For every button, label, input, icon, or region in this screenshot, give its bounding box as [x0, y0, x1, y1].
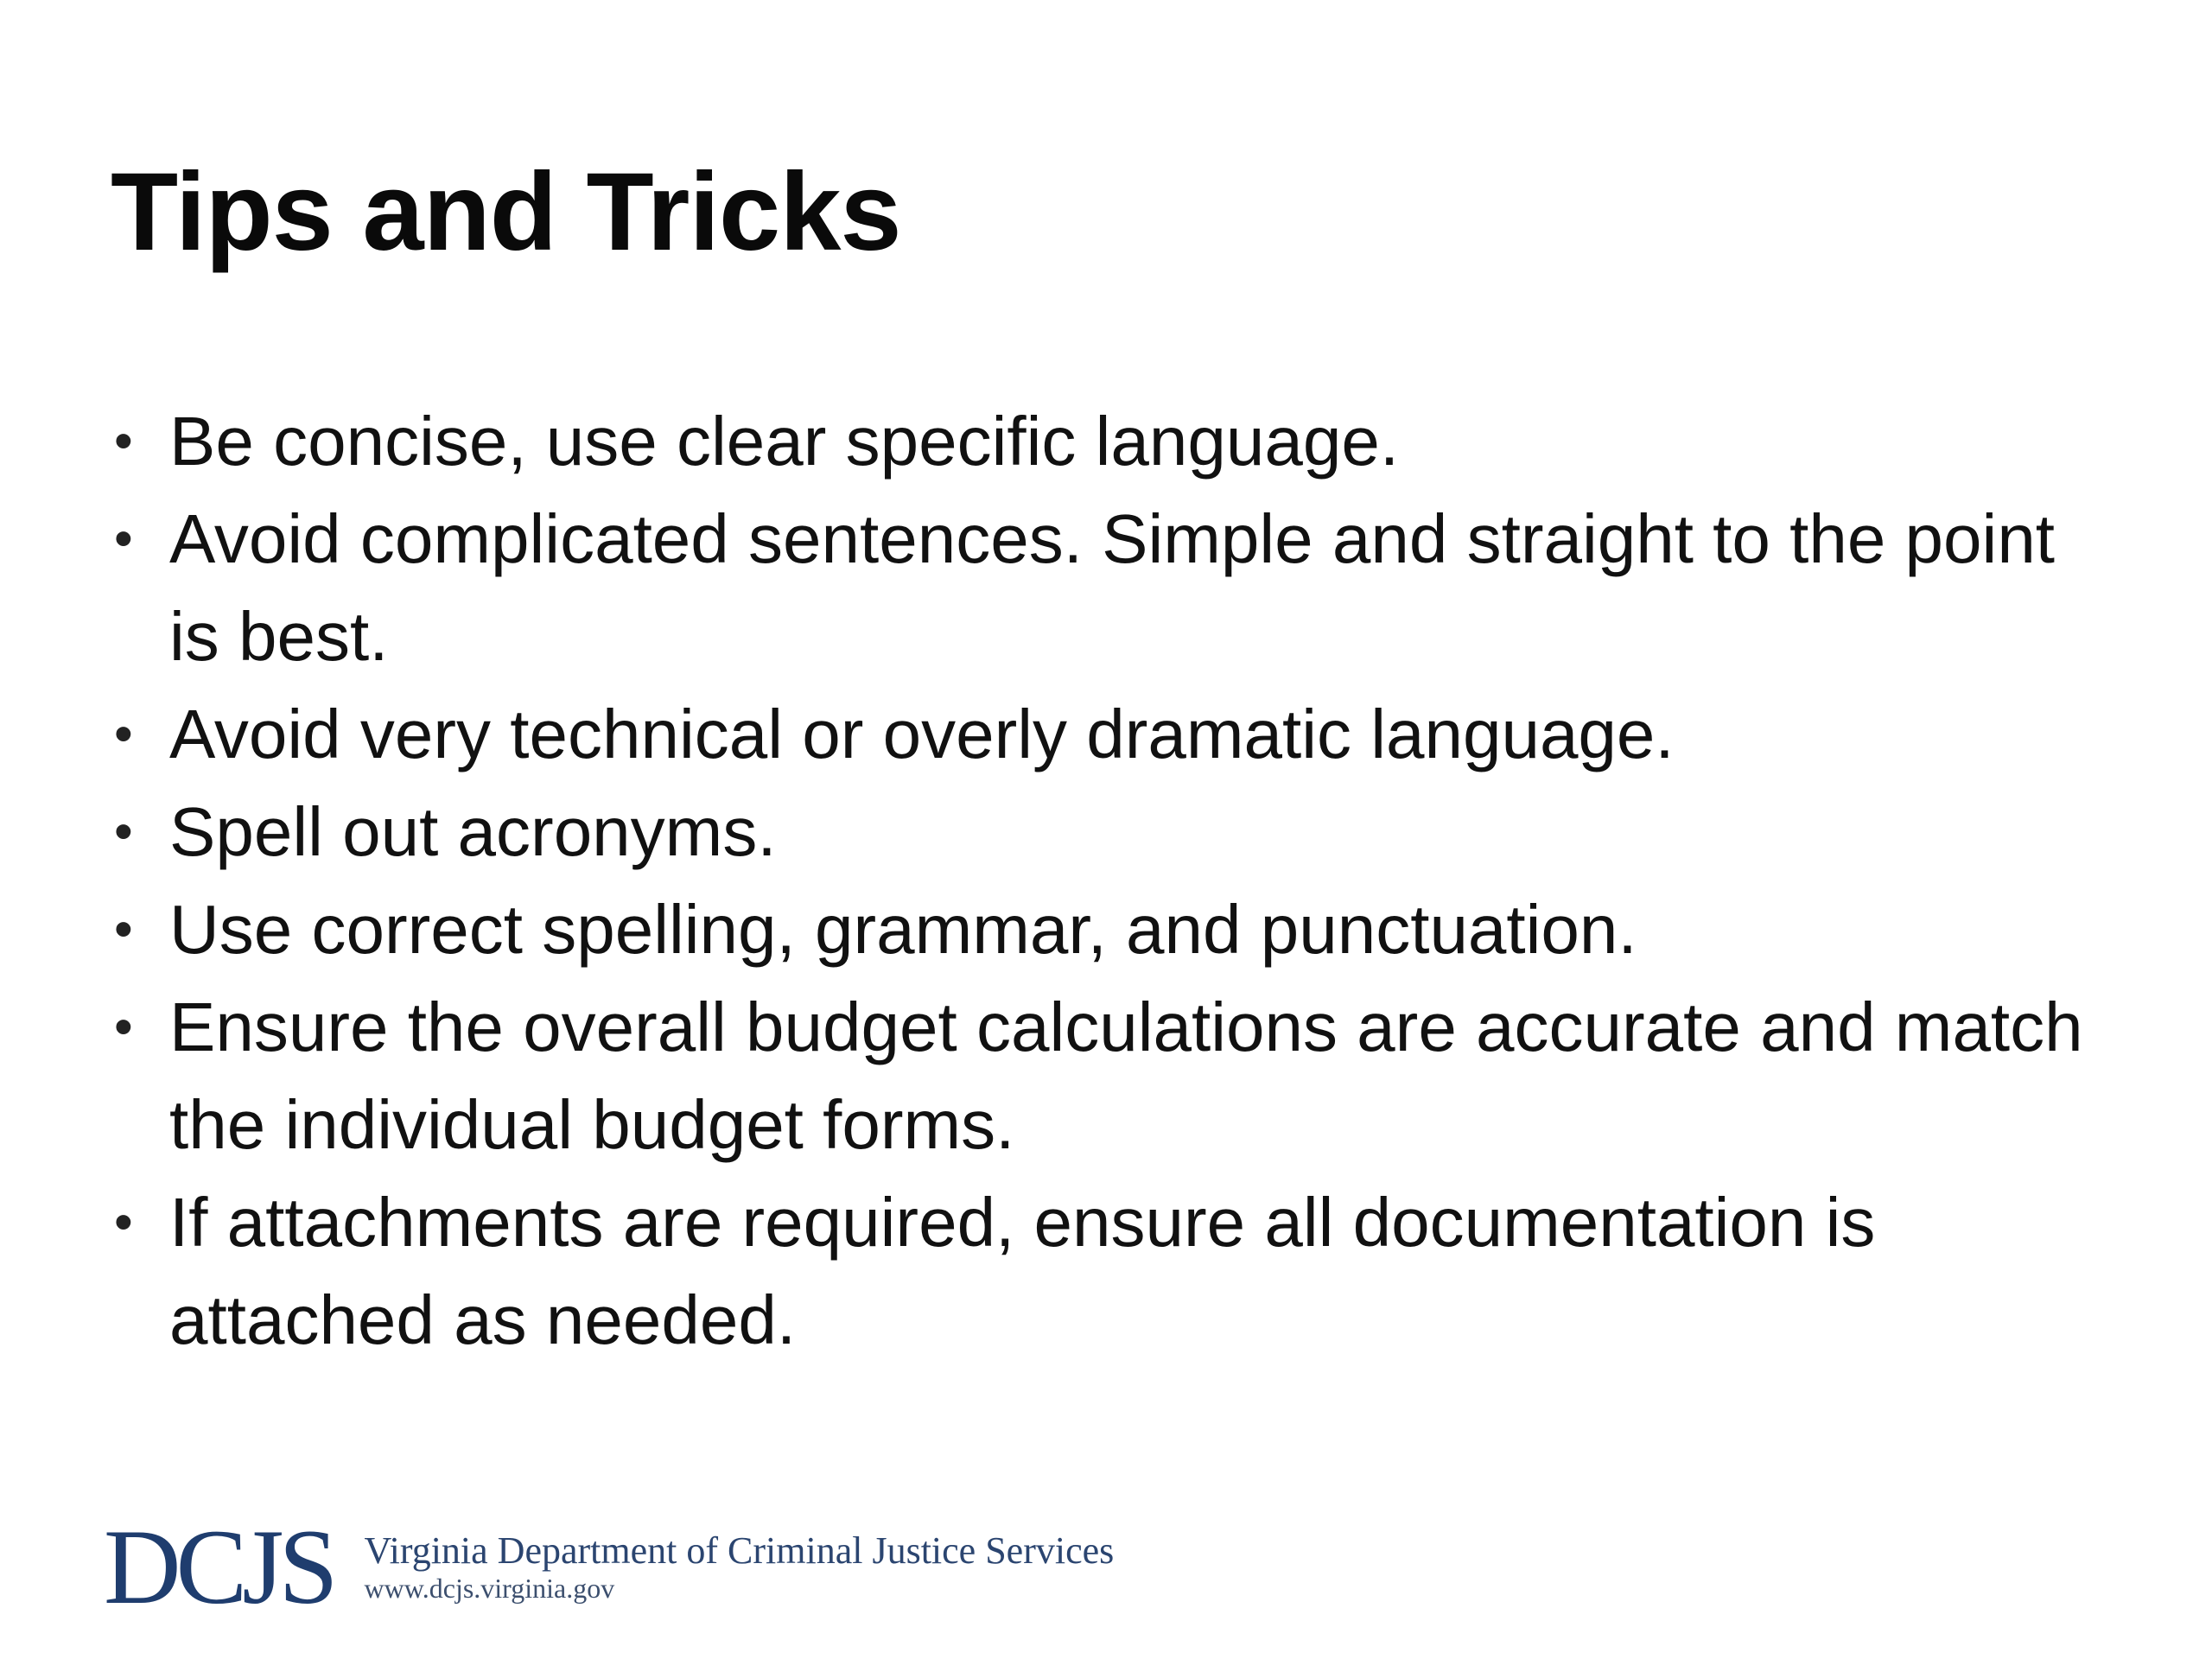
organization-name: Virginia Department of Criminal Justice Services [364, 1529, 1115, 1572]
bullet-text: Avoid very technical or overly dramatic language. [169, 696, 1675, 772]
bullet-list [111, 392, 2098, 1369]
logo-mark: DCJS [104, 1508, 334, 1626]
slide-title: Tips and Tricks [111, 150, 901, 274]
bullet-icon: • [114, 899, 133, 959]
bullet-icon: • [114, 509, 133, 569]
bullet-text: If attachments are required, ensure all documentation is attached as needed. [169, 1184, 1876, 1358]
list-item [111, 880, 2098, 978]
bullet-icon: • [114, 802, 133, 861]
dcjs-logo [104, 1508, 1115, 1626]
bullet-text: Avoid complicated sentences. Simple and straight to the point is best. [169, 500, 2056, 675]
bullet-icon: • [114, 704, 133, 764]
list-item [111, 392, 2098, 490]
bullet-icon: • [114, 997, 133, 1057]
list-item [111, 1173, 2098, 1369]
bullet-icon: • [114, 411, 133, 471]
bullet-text: Spell out acronyms. [169, 793, 777, 870]
list-item [111, 490, 2098, 685]
bullet-text: Be concise, use clear specific language. [169, 403, 1400, 480]
list-item [111, 783, 2098, 880]
list-item [111, 978, 2098, 1173]
list-item [111, 685, 2098, 783]
website-url: www.dcjs.virginia.gov [364, 1573, 615, 1604]
bullet-text: Use correct spelling, grammar, and punctuation. [169, 891, 1637, 968]
logo-text [364, 1530, 1114, 1605]
bullet-text: Ensure the overall budget calculations are accurate and match the individual budget forms. [169, 988, 2083, 1163]
bullet-icon: • [114, 1192, 133, 1252]
